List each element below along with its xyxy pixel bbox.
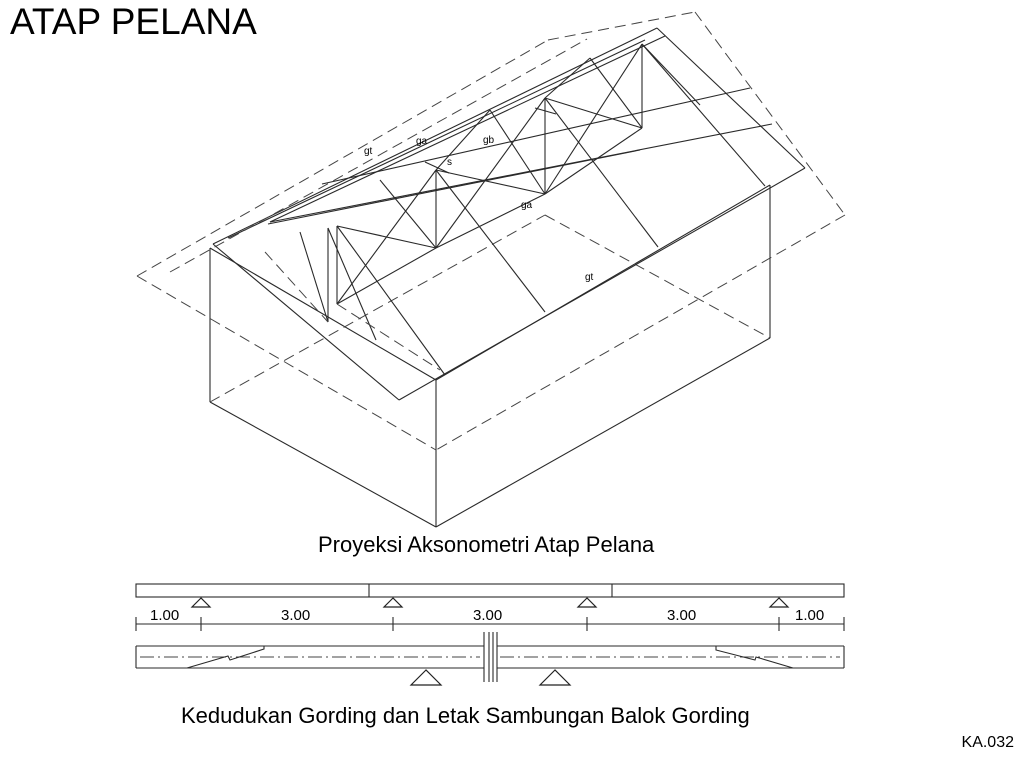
dimension-1: 1.00 xyxy=(150,607,180,624)
dimension-5: 1.00 xyxy=(795,607,825,624)
label-gb: gb xyxy=(483,135,495,146)
support-triangle xyxy=(192,598,210,607)
support-triangle xyxy=(384,598,402,607)
page-title: ATAP PELANA xyxy=(10,1,257,42)
support-triangle xyxy=(770,598,788,607)
dimension-4: 3.00 xyxy=(667,607,697,624)
dimension-3: 3.00 xyxy=(473,607,503,624)
dimension-line xyxy=(136,607,844,631)
label-ga-upper: ga xyxy=(416,136,428,147)
support-triangle xyxy=(411,670,441,685)
label-gt-upper: gt xyxy=(364,146,373,157)
gording-beam-top xyxy=(136,584,844,607)
support-triangle xyxy=(540,670,570,685)
label-s: s xyxy=(447,157,452,168)
label-gt-lower: gt xyxy=(585,272,594,283)
dimension-2: 3.00 xyxy=(281,607,311,624)
roof-planes xyxy=(137,12,845,450)
gording-caption: Kedudukan Gording dan Letak Sambungan Balok Gording xyxy=(181,703,750,728)
gording-beam-bottom xyxy=(136,632,844,685)
sheet-code: KA.032 xyxy=(961,734,1014,751)
axonometric-caption: Proyeksi Aksonometri Atap Pelana xyxy=(318,532,655,557)
label-ga-lower: ga xyxy=(521,200,533,211)
support-triangle xyxy=(578,598,596,607)
